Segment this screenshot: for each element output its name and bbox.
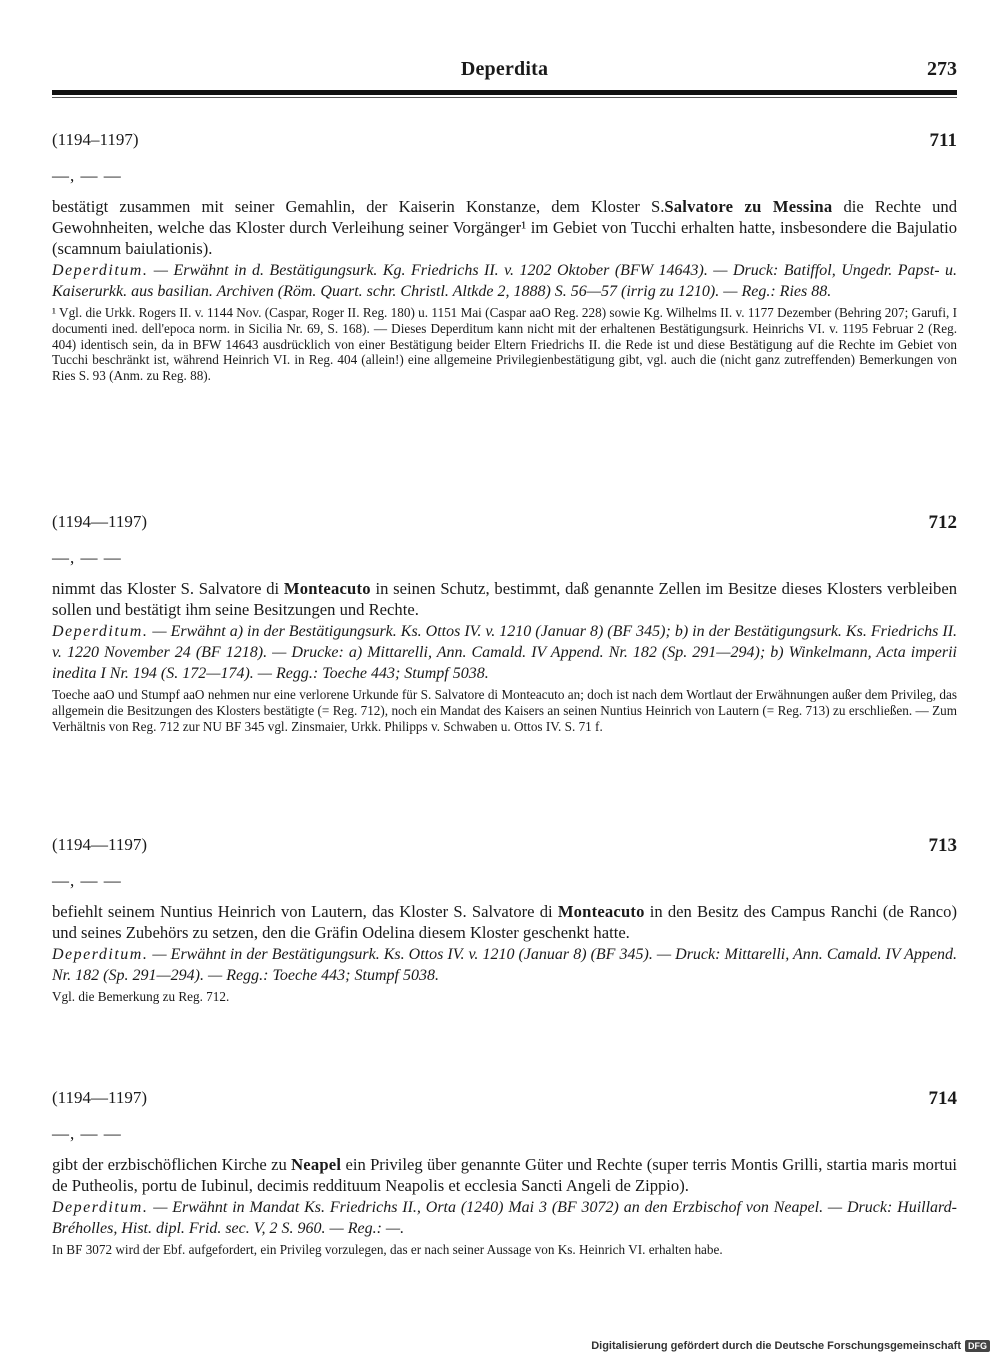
- header-rule-thin: [52, 97, 957, 98]
- entry-note: Toeche aaO und Stumpf aaO nehmen nur eine verlorene Urkunde für S. Salvatore di Monteacuto an; doch ist nach dem Wortlaut der Erwähnungen außer dem Privileg, das allgemein die Besitzungen des Klosters bestätigte (= Reg. 712), noch ein Mandat des Kaisers an seinen Nuntius Heinrich von Lautern (= Reg. 713) zu erschließen. — Zum Verhältnis von Reg. 712 zur NU BF 345 vgl. Zinsmaier, Urkk. Philipps v. Schwaben u. Ottos IV. S. 71 f.: [52, 687, 957, 734]
- entry-dateline: [52, 1088, 957, 1112]
- running-title: Deperdita: [460, 58, 549, 80]
- entry-number: 712: [928, 512, 957, 533]
- entry-number: 711: [929, 130, 957, 151]
- page-header: [52, 58, 957, 88]
- body-text: nimmt das Kloster S. Salvatore di: [52, 579, 284, 598]
- body-text: in seinen Schutz, bestimmt, daß genannte Zellen im Besitze dieses Klosters verbleiben sollen und bestätigt ihm seine Besitzungen und Rechte.: [52, 579, 958, 619]
- entry-dateline: [52, 512, 957, 536]
- entry-body: [52, 1154, 957, 1196]
- deperditum-label: Deperditum.: [52, 946, 149, 963]
- entry-deperditum: [52, 621, 957, 684]
- body-place: Neapel: [291, 1155, 342, 1174]
- entry-dateline: [52, 835, 957, 859]
- header-rule: [52, 90, 957, 95]
- body-text: ein Privileg über genannte Güter und Rechte (super terris Montis Grilli, startia maris mortui de Putheolis, portu de Iubinul, decimis reddituum Neapolis et ecclesia Sancti Angeli de Zippio).: [52, 1155, 957, 1195]
- body-place: Monteacuto: [283, 579, 371, 598]
- regest-entry-711: [52, 130, 957, 384]
- entry-deperditum: [52, 260, 957, 302]
- entry-body: [52, 196, 957, 259]
- body-place: Monteacuto: [557, 902, 645, 921]
- body-text: bestätigt zusammen mit seiner Gemahlin, der Kaiserin Konstanze, dem Kloster S.: [52, 197, 665, 216]
- dfg-logo-icon: DFG: [965, 1340, 990, 1352]
- deperditum-label: Deperditum.: [52, 1199, 149, 1216]
- entry-number: 714: [928, 1088, 957, 1109]
- entry-date: (1194—1197): [52, 1088, 148, 1107]
- page-number: 273: [927, 58, 957, 80]
- regest-entry-712: [52, 512, 957, 734]
- footer-text: Digitalisierung gefördert durch die Deutsche Forschungsgemeinschaft: [591, 1340, 961, 1352]
- entry-date: (1194—1197): [52, 512, 148, 531]
- entry-deperditum: [52, 1197, 957, 1239]
- entry-note: In BF 3072 wird der Ebf. aufgefordert, ein Privileg vorzulegen, das er nach seiner Aussage von Ks. Heinrich VI. erhalten habe.: [52, 1242, 723, 1257]
- deperditum-text: — Erwähnt in Mandat Ks. Friedrichs II., Orta (1240) Mai 3 (BF 3072) an den Erzbischof von Neapel. — Druck: Huillard-Bréholles, Hist. dipl. Frid. sec. V, 2 S. 960. — Reg.: —.: [52, 1199, 957, 1237]
- entry-note: ¹ Vgl. die Urkk. Rogers II. v. 1144 Nov. (Caspar, Roger II. Reg. 180) u. 1151 Mai (Caspar aaO Reg. 228) sowie Kg. Wilhelms II. v. 1177 Dezember (Behring 207; Garufi, I documenti ined. dell'epoca norm. in Sicilia Nr. 69, S. 168). — Dieses Deperditum kann nicht mit der erhaltenen Bestätigungsurk. Heinrichs VI. v. 1195 Februar 2 (Reg. 404) identisch sein, da in BFW 14643 ausdrücklich von einer Bestätigung beider Eltern Friedrichs II. die Rede ist und diese Bestätigung auf die Rechte im Gebiet von Tucchi beschränkt ist, während Heinrich VI. in Reg. 404 (allein!) eine allgemeine Privilegienbestätigung gibt, vgl. auch die (nicht ganz zutreffenden) Bemerkungen von Ries S. 93 (Anm. zu Reg. 88).: [52, 305, 957, 384]
- entry-deperditum: [52, 944, 957, 986]
- entry-body: [52, 578, 957, 620]
- body-text: befiehlt seinem Nuntius Heinrich von Lautern, das Kloster S. Salvatore di: [52, 902, 558, 921]
- body-text: gibt der erzbischöflichen Kirche zu: [52, 1155, 292, 1174]
- regest-entry-713: [52, 835, 957, 1005]
- deperditum-label: Deperditum.: [52, 623, 149, 640]
- body-text: die Rechte und Gewohnheiten, welche das Kloster durch Verleihung seiner Vorgänger¹ im Gebiet von Tucchi erhalten hatte, insbesondere die Bajulatio (scamnum baiulationis).: [52, 197, 958, 258]
- footer-credit: [591, 1340, 990, 1352]
- entry-date: (1194—1197): [52, 835, 148, 854]
- regest-entry-714: [52, 1088, 957, 1258]
- entry-number: 713: [928, 835, 957, 856]
- body-place: Salvatore zu Messina: [664, 197, 833, 216]
- entry-place-date: —, — —: [52, 548, 122, 567]
- entry-place-date: —, — —: [52, 1124, 122, 1143]
- entry-dateline: [52, 130, 957, 154]
- deperditum-text: — Erwähnt a) in der Bestätigungsurk. Ks. Ottos IV. v. 1210 (Januar 8) (BF 345); b) in der Bestätigungsurk. Ks. Friedrichs II. v. 1220 November 24 (BF 1218). — Drucke: a) Mittarelli, Ann. Camald. IV Append. Nr. 182 (Sp. 291—294); b) Winkelmann, Acta imperii inedita I Nr. 194 (S. 172—174). — Regg.: Toeche 443; Stumpf 5038.: [52, 623, 958, 682]
- deperditum-text: — Erwähnt in d. Bestätigungsurk. Kg. Friedrichs II. v. 1202 Oktober (BFW 14643). — Druck: Batiffol, Ungedr. Papst- u. Kaiserurkk. aus basilian. Archiven (Röm. Quart. schr. Christl. Altkde 2, 1888) S. 56—57 (irrig zu 1210). — Reg.: Ries 88.: [52, 262, 957, 300]
- entry-place-date: —, — —: [52, 166, 122, 185]
- entry-note: Vgl. die Bemerkung zu Reg. 712.: [52, 989, 230, 1004]
- deperditum-text: — Erwähnt in der Bestätigungsurk. Ks. Ottos IV. v. 1210 (Januar 8) (BF 345). — Druck: Mittarelli, Ann. Camald. IV Append. Nr. 182 (Sp. 291—294). — Regg.: Toeche 443; Stumpf 5038.: [52, 946, 957, 984]
- entry-place-date: —, — —: [52, 871, 122, 890]
- entry-body: [52, 901, 957, 943]
- deperditum-label: Deperditum.: [52, 262, 149, 279]
- entry-date: (1194–1197): [52, 130, 139, 149]
- body-text: in den Besitz des Campus Ranchi (de Ranco) und seines Zubehörs zu setzen, den die Gräfin Odelina diesem Kloster geschenkt hatte.: [52, 902, 957, 942]
